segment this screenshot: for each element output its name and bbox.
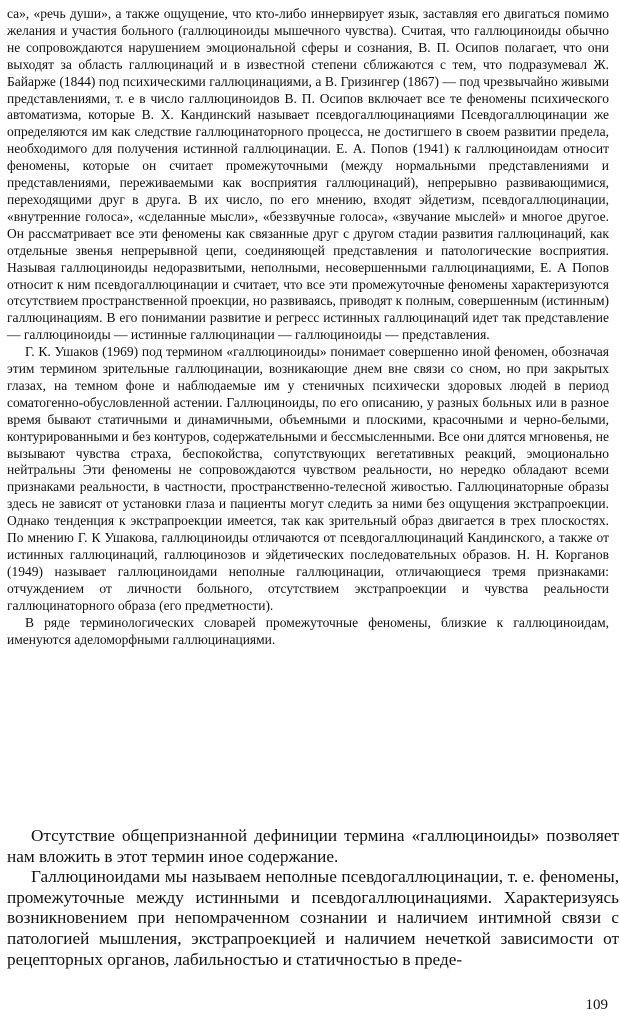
page-number: 109 [585, 997, 608, 1013]
paragraph-hallucinoids: Галлюциноидами мы называем неполные псевдогаллюцинации, т. е. феномены, промежуточные между истинными и псевдогаллюцинациями. Характеризуясь возникновением при непомраченном сознании и наличием интимной связи с патологией мышления, экстрапроекцией и наличием нечеткой зависимости от рецепторных органов, лабильностью и статичностью в преде- [7, 867, 619, 969]
main-text-section [7, 826, 619, 970]
paragraph-osipov-popov: са», «речь души», а также ощущение, что кто-либо иннервирует язык, заставляя его двигаться помимо желания и участия больного (галлюциноиды мышечного чувства). Считая, что галлюциноиды обычно не сопровождаются нарушением эмоциональной сферы и сознания, В. П. Осипов полагает, что они выходят за область галлюцинаций и в известной степени сближаются с тем, что подразумевал Ж. Байарже (1844) под психическими галлюцинациями, а В. Гризингер (1867) — под чрезвычайно живыми представлениями, т. е в число галлюциноидов В. П. Осипов включает все те феномены психического автоматизма, которые В. Х. Кандинский называет псевдогаллюцинациями Псевдогаллюцинации же определяются им как следствие галлюцинаторного процесса, не достигшего в своем развитии предела, необходимого для получения истинной галлюцинации. Е. А. Попов (1941) к галлюциноидам относит феномены, которые он считает промежуточными (между нормальными представлениями и представлениями, переживаемыми как восприятия галлюцинаций), непрерывно развивающимися, переходящими друг в друга. В их число, по его мнению, входят эйдетизм, псевдогаллюцинации, «внутренние голоса», «сделанные мысли», «беззвучные голоса», «звучание мыслей» и многое другое. Он рассматривает все эти феномены как связанные друг с другом стадии развития галлюцинаций, как отдельные звенья непрерывной цепи, соединяющей представления и патологические восприятия. Называя галлюциноиды недоразвитыми, неполными, несовершенными галлюцинациями, Е. А Попов относит к ним псевдогаллюцинации и считает, что все эти промежуточные феномены характеризуются отсутствием пространственной проекции, но развиваясь, приводят к полным, совершенным (истинным) галлюцинациям. В его понимании развитие и регресс истинных галлюцинаций идет так представление — галлюциноиды — истинные галлюцинации — галлюциноиды — представления. [7, 6, 609, 343]
paragraph-ushakov: Г. К. Ушаков (1969) под термином «галлюциноиды» понимает совершенно иной феномен, обозначая этим термином зрительные галлюцинации, возникающие днем вне связи со сном, но при закрытых глазах, на темном фоне и наблюдаемые им у стеничных психически здоровых людей в период соматогенно-обусловленной астении. Галлюциноиды, по его описанию, у разных больных или в разное время бывают статичными и динамичными, объемными и плоскими, красочными и черно-белыми, контурированными и без контуров, содержательными и бессмысленными. Все они длятся мгновенья, не вызывают чувства страха, беспокойства, сопутствующих вегетативных реакций, эмоционально нейтральны Эти феномены не сопровождаются чувством реальности, но нередко обладают всеми признаками реальности, в частности, пространственно-телесной живостью. Галлюцинаторные образы здесь не зависят от установки глаза и пациенты могут следить за ними без ощущения экстрапроекции. Однако тенденция к экстрапроекции имеется, так как зрительный образ двигается в трех плоскостях. По мнению Г. К Ушакова, галлюциноиды отличаются от псевдогаллюцинаций Кандинского, а также от истинных галлюцинаций, галлюцинозов и эйдетических последовательных образов. Н. Н. Корганов (1949) называет галлюциноидами неполные галлюцинации, отличающиеся тремя признаками: отчуждением от личности больного, отсутствием экстрапроекции и чувства реальности галлюцинаторного образа (его предметности). [7, 344, 609, 613]
paragraph-definition: Отсутствие общепризнанной дефиниции термина «галлюциноиды» позволяет нам вложить в этот термин иное содержание. [7, 826, 619, 866]
small-print-section [7, 6, 609, 648]
paragraph-dictionaries: В ряде терминологических словарей промежуточные феномены, близкие к галлюциноидам, именуются аделоморфными галлюцинациями. [7, 614, 609, 647]
